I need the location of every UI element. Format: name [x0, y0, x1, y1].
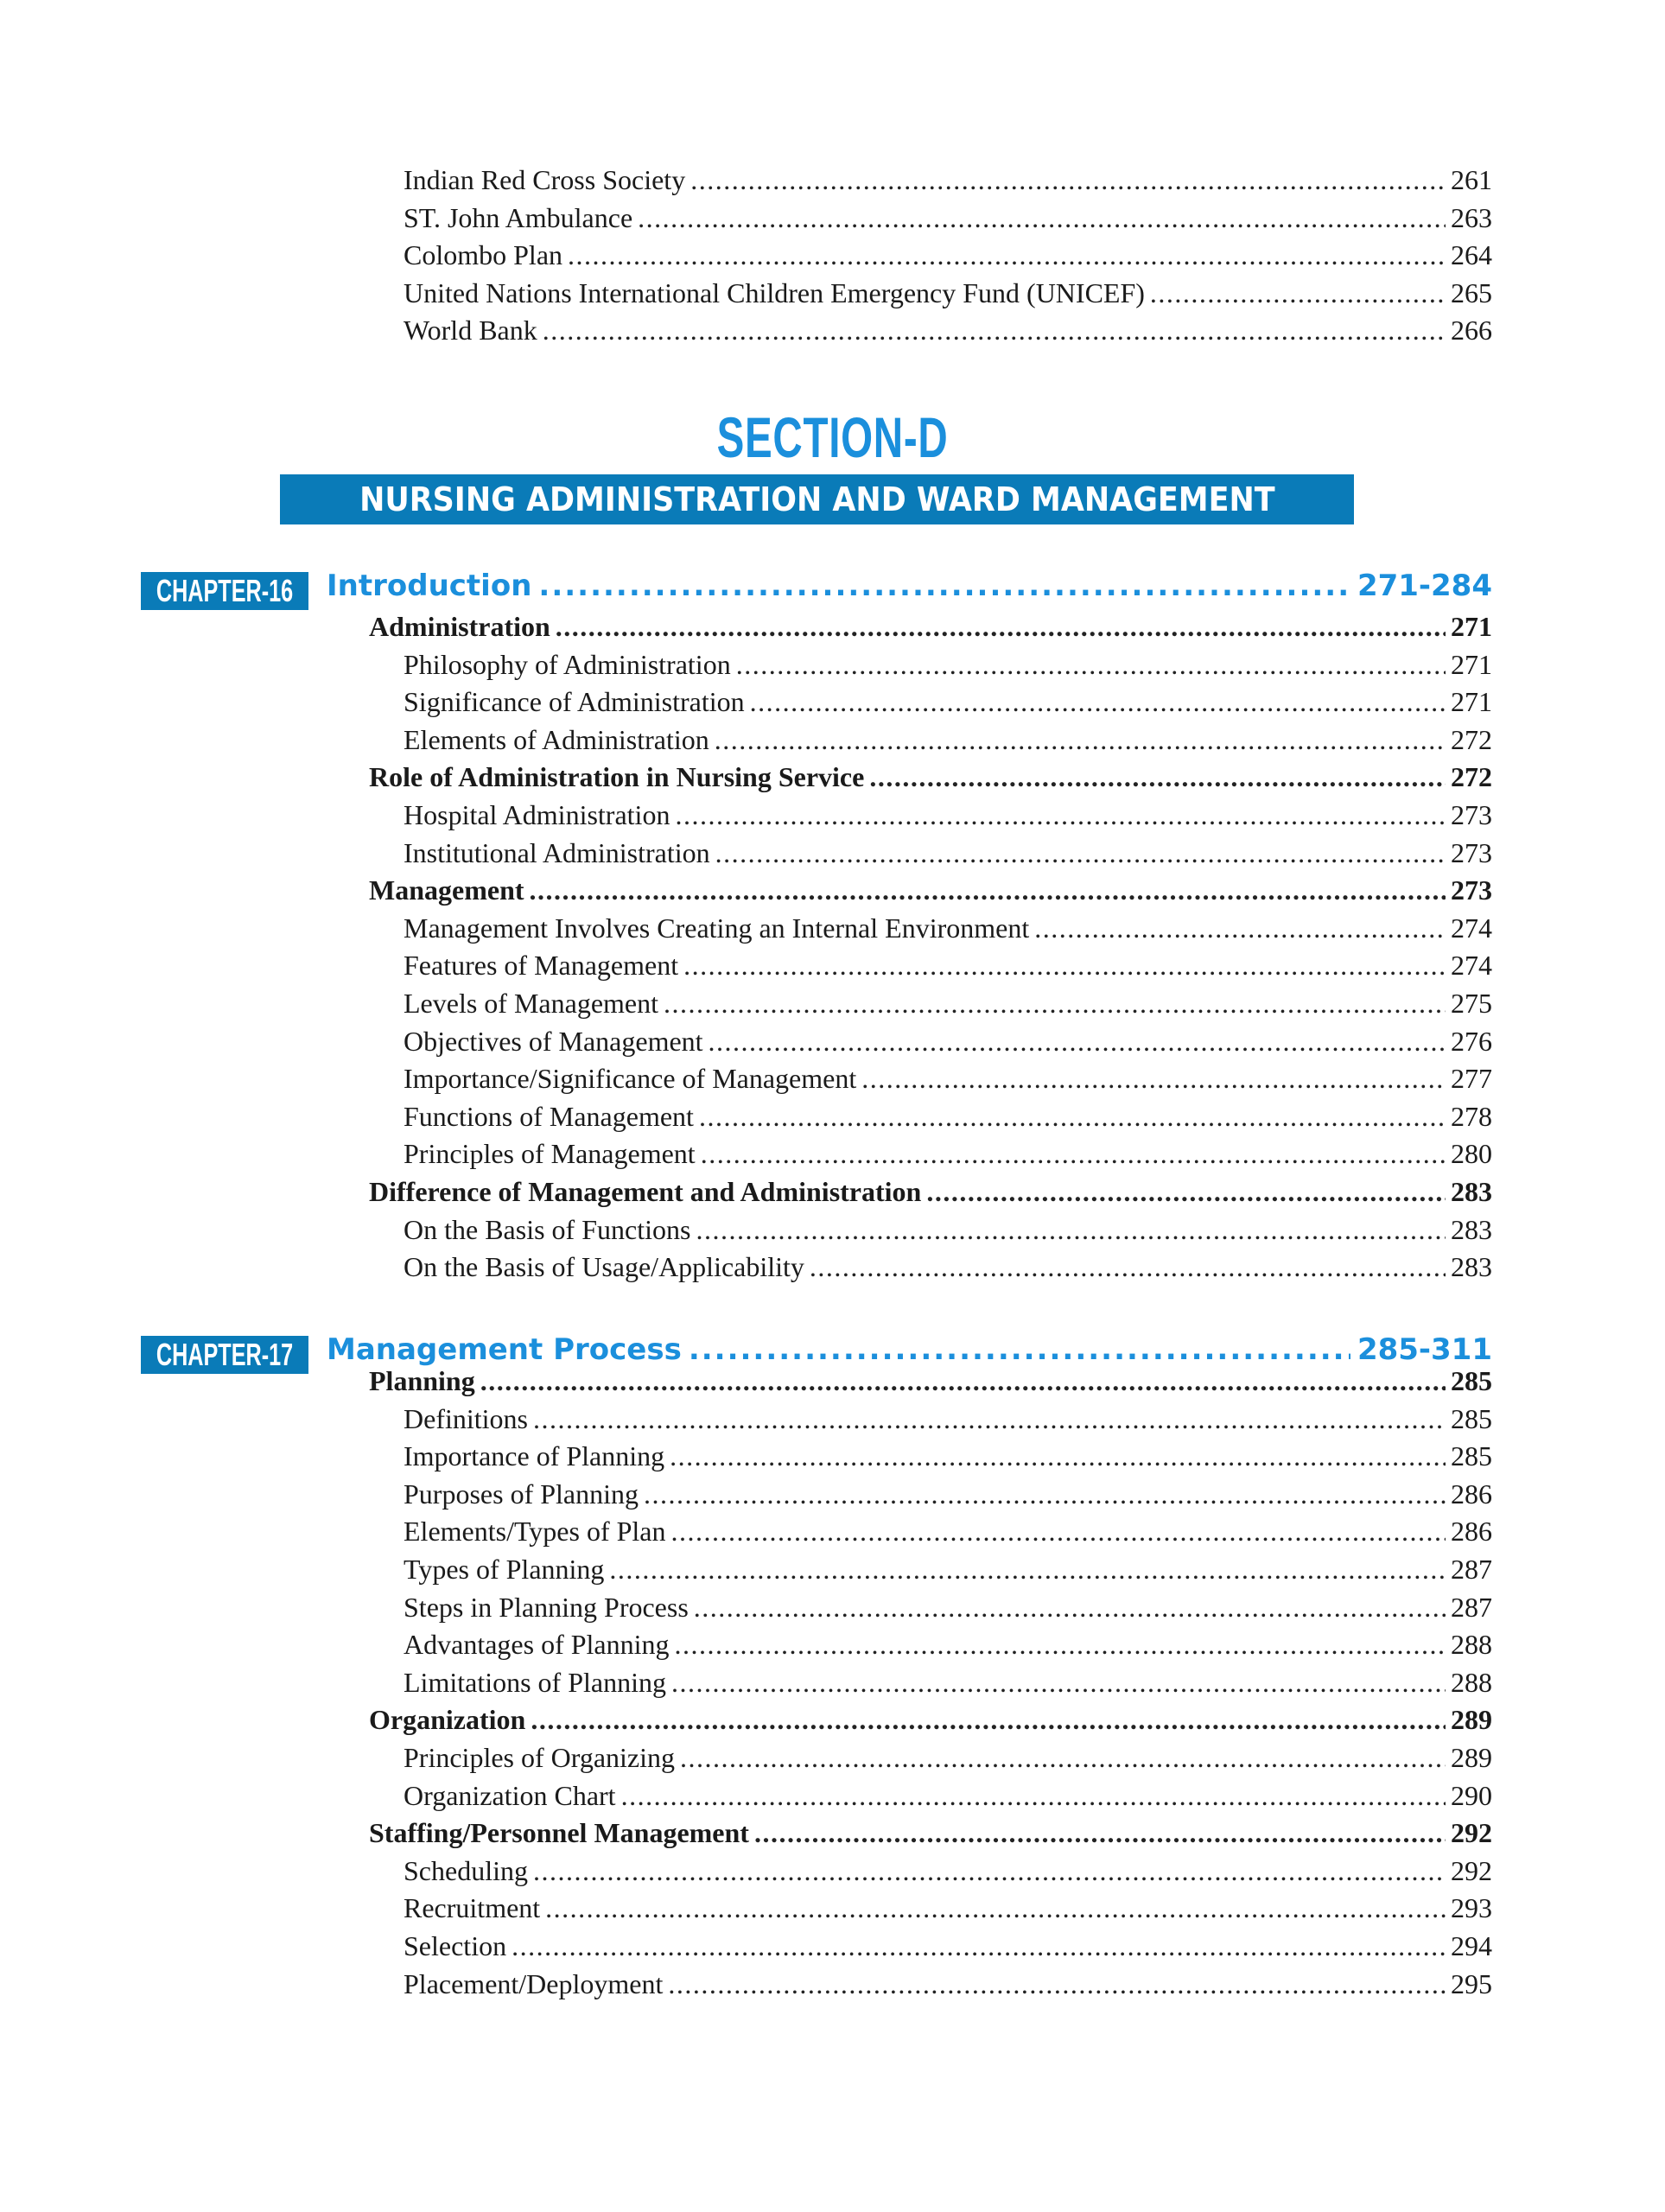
- toc-entry[interactable]: [0, 1968, 1665, 2006]
- entry-page-number: 295: [1451, 1967, 1492, 1999]
- entry-title: Objectives of Management: [404, 1025, 703, 1057]
- toc-entry[interactable]: [0, 912, 1665, 950]
- entry-page-number: 276: [1451, 1025, 1492, 1057]
- toc-entry[interactable]: [0, 315, 1665, 353]
- toc-entry[interactable]: [0, 1554, 1665, 1592]
- toc-entry[interactable]: [0, 1742, 1665, 1780]
- entry-title: Administration: [369, 611, 550, 642]
- chapter-number: CHAPTER-17: [156, 1337, 294, 1372]
- entry-page-number: 286: [1451, 1516, 1492, 1548]
- entry-title: Organization: [369, 1704, 526, 1736]
- toc-entry[interactable]: [0, 1930, 1665, 1968]
- dot-leader: [670, 1516, 1446, 1548]
- toc-entry[interactable]: [0, 1063, 1665, 1101]
- entry-title: On the Basis of Functions: [404, 1213, 691, 1245]
- toc-entry[interactable]: [0, 686, 1665, 724]
- toc-entry[interactable]: [0, 1817, 1665, 1855]
- toc-entry[interactable]: [0, 1892, 1665, 1930]
- toc-entry[interactable]: [0, 837, 1665, 875]
- section-banner: [280, 474, 1354, 524]
- dot-leader: [750, 686, 1446, 718]
- entry-title: On the Basis of Usage/Applicability: [404, 1251, 804, 1283]
- entry-page-number: 278: [1451, 1100, 1492, 1132]
- entry-page-number: 274: [1451, 950, 1492, 982]
- dot-leader: [694, 1592, 1446, 1624]
- entry-page-number: 285: [1451, 1440, 1492, 1472]
- toc-entry[interactable]: [0, 1667, 1665, 1705]
- chapter-number: CHAPTER-16: [156, 573, 294, 608]
- entry-title: Scheduling: [404, 1854, 528, 1886]
- entry-title: Features of Management: [404, 950, 679, 982]
- toc-entry[interactable]: [0, 1026, 1665, 1064]
- toc-entry[interactable]: [0, 164, 1665, 202]
- toc-entry[interactable]: [0, 1592, 1665, 1630]
- entry-title: Types of Planning: [404, 1554, 605, 1585]
- dot-leader: [538, 569, 1350, 603]
- entry-title: Limitations of Planning: [404, 1666, 666, 1698]
- dot-leader: [480, 1365, 1446, 1397]
- toc-entry[interactable]: [0, 1251, 1665, 1289]
- entry-page-number: 261: [1451, 164, 1492, 195]
- chapter-title: Introduction: [327, 569, 532, 603]
- dot-leader: [754, 1817, 1446, 1849]
- dot-leader: [1150, 277, 1446, 309]
- entry-title: Selection: [404, 1930, 507, 1961]
- toc-entry[interactable]: [0, 1365, 1665, 1403]
- dot-leader: [670, 1440, 1446, 1472]
- entry-title: Organization Chart: [404, 1779, 616, 1811]
- dot-leader: [715, 837, 1446, 869]
- toc-entry[interactable]: [0, 1403, 1665, 1441]
- entry-title: Steps in Planning Process: [404, 1591, 689, 1623]
- dot-leader: [638, 202, 1446, 234]
- toc-entry[interactable]: [0, 950, 1665, 988]
- dot-leader: [675, 1629, 1446, 1661]
- toc-entry[interactable]: [0, 1855, 1665, 1893]
- toc-entry[interactable]: [0, 649, 1665, 687]
- toc-entry[interactable]: [0, 1704, 1665, 1742]
- toc-entry[interactable]: [0, 724, 1665, 762]
- section-title: NURSING ADMINISTRATION AND WARD MANAGEMENT: [359, 480, 1275, 518]
- dot-leader: [675, 799, 1446, 831]
- dot-leader: [568, 239, 1446, 271]
- dot-leader: [545, 1892, 1446, 1924]
- dot-leader: [869, 761, 1446, 793]
- entry-page-number: 273: [1451, 836, 1492, 868]
- entry-page-number: 290: [1451, 1779, 1492, 1811]
- dot-leader: [671, 1667, 1446, 1699]
- entry-page-number: 265: [1451, 276, 1492, 308]
- dot-leader: [683, 950, 1446, 982]
- toc-entry[interactable]: [0, 611, 1665, 649]
- dot-leader: [696, 1214, 1446, 1246]
- entry-title: Hospital Administration: [404, 799, 670, 830]
- dot-leader: [1034, 912, 1446, 944]
- entry-page-number: 283: [1451, 1213, 1492, 1245]
- entry-page-number: 274: [1451, 912, 1492, 944]
- toc-entry[interactable]: [0, 1478, 1665, 1516]
- entry-page-number: 273: [1451, 874, 1492, 906]
- entry-title: Purposes of Planning: [404, 1478, 639, 1510]
- entry-page-number: 283: [1451, 1176, 1492, 1207]
- entry-title: Colombo Plan: [404, 239, 563, 271]
- dot-leader: [715, 724, 1446, 756]
- entry-title: Principles of Organizing: [404, 1742, 676, 1773]
- entry-page-number: 272: [1451, 761, 1492, 793]
- toc-entry[interactable]: [0, 1780, 1665, 1818]
- entry-title: Recruitment: [404, 1892, 541, 1924]
- dot-leader: [690, 164, 1446, 196]
- entry-title: Significance of Administration: [404, 686, 745, 718]
- entry-page-number: 287: [1451, 1554, 1492, 1585]
- entry-title: World Bank: [404, 315, 537, 346]
- entry-page-number: 294: [1451, 1930, 1492, 1961]
- entry-page-number: 287: [1451, 1591, 1492, 1623]
- entry-page-number: 264: [1451, 239, 1492, 271]
- entry-title: Advantages of Planning: [404, 1629, 670, 1661]
- entry-title: Management: [369, 874, 524, 906]
- entry-title: Role of Administration in Nursing Service: [369, 761, 865, 793]
- dot-leader: [709, 1026, 1446, 1058]
- entry-page-number: 271: [1451, 611, 1492, 642]
- dot-leader: [689, 1332, 1350, 1367]
- dot-leader: [664, 988, 1446, 1020]
- dot-leader: [556, 611, 1446, 643]
- entry-page-number: 277: [1451, 1063, 1492, 1095]
- toc-entry[interactable]: [0, 874, 1665, 912]
- entry-page-number: 273: [1451, 799, 1492, 830]
- entry-title: Elements/Types of Plan: [404, 1516, 666, 1548]
- toc-entry[interactable]: [0, 1138, 1665, 1176]
- entry-page-number: 271: [1451, 686, 1492, 718]
- toc-entry[interactable]: [0, 988, 1665, 1026]
- chapter-page-range: 271-284: [1357, 569, 1492, 603]
- entry-page-number: 288: [1451, 1666, 1492, 1698]
- chapter-title-line: [327, 569, 1492, 608]
- entry-page-number: 289: [1451, 1704, 1492, 1736]
- entry-page-number: 285: [1451, 1402, 1492, 1434]
- entry-page-number: 288: [1451, 1629, 1492, 1661]
- entry-page-number: 263: [1451, 201, 1492, 233]
- dot-leader: [531, 1704, 1446, 1736]
- entry-page-number: 283: [1451, 1251, 1492, 1283]
- entry-title: United Nations International Children Emergency Fund (UNICEF): [404, 276, 1145, 308]
- dot-leader: [926, 1176, 1446, 1208]
- toc-entry[interactable]: [0, 277, 1665, 315]
- entry-title: Institutional Administration: [404, 836, 710, 868]
- entry-title: Functions of Management: [404, 1100, 694, 1132]
- entry-page-number: 292: [1451, 1817, 1492, 1849]
- entry-page-number: 292: [1451, 1854, 1492, 1886]
- entry-page-number: 285: [1451, 1365, 1492, 1396]
- toc-entry[interactable]: [0, 761, 1665, 799]
- entry-page-number: 271: [1451, 648, 1492, 680]
- dot-leader: [621, 1780, 1446, 1812]
- toc-entry[interactable]: [0, 202, 1665, 240]
- toc-entry[interactable]: [0, 1101, 1665, 1139]
- entry-title: Management Involves Creating an Internal Environment: [404, 912, 1030, 944]
- entry-title: Staffing/Personnel Management: [369, 1817, 749, 1849]
- dot-leader: [668, 1968, 1446, 2000]
- chapter-badge: [141, 572, 308, 610]
- dot-leader: [699, 1101, 1446, 1133]
- dot-leader: [530, 874, 1446, 906]
- dot-leader: [533, 1855, 1446, 1887]
- dot-leader: [701, 1138, 1446, 1170]
- toc-entry[interactable]: [0, 799, 1665, 837]
- dot-leader: [543, 315, 1446, 346]
- dot-leader: [644, 1478, 1446, 1510]
- entry-page-number: 280: [1451, 1138, 1492, 1170]
- entry-title: Levels of Management: [404, 988, 658, 1019]
- toc-entry[interactable]: [0, 1176, 1665, 1214]
- chapter-heading[interactable]: [0, 569, 1665, 612]
- chapter-title: Management Process: [327, 1332, 682, 1367]
- entry-title: Definitions: [404, 1402, 528, 1434]
- entry-title: Difference of Management and Administration: [369, 1176, 922, 1207]
- entry-page-number: 266: [1451, 315, 1492, 346]
- dot-leader: [512, 1930, 1446, 1962]
- dot-leader: [609, 1554, 1446, 1586]
- entry-page-number: 275: [1451, 988, 1492, 1019]
- entry-title: ST. John Ambulance: [404, 201, 633, 233]
- section-label: SECTION-D: [716, 405, 949, 469]
- entry-title: Planning: [369, 1365, 475, 1396]
- entry-title: Principles of Management: [404, 1138, 696, 1170]
- dot-leader: [533, 1403, 1446, 1435]
- toc-entry[interactable]: [0, 1440, 1665, 1478]
- entry-page-number: 272: [1451, 723, 1492, 755]
- entry-title: Importance/Significance of Management: [404, 1063, 857, 1095]
- entry-page-number: 293: [1451, 1892, 1492, 1924]
- entry-page-number: 286: [1451, 1478, 1492, 1510]
- toc-entry[interactable]: [0, 1516, 1665, 1554]
- entry-title: Philosophy of Administration: [404, 648, 731, 680]
- dot-leader: [680, 1742, 1446, 1774]
- chapter-page-range: 285-311: [1357, 1332, 1492, 1367]
- toc-entry[interactable]: [0, 1629, 1665, 1667]
- dot-leader: [810, 1251, 1446, 1283]
- entry-page-number: 289: [1451, 1742, 1492, 1773]
- entry-title: Elements of Administration: [404, 723, 709, 755]
- dot-leader: [861, 1063, 1446, 1095]
- dot-leader: [736, 649, 1446, 681]
- entry-title: Importance of Planning: [404, 1440, 665, 1472]
- entry-title: Indian Red Cross Society: [404, 164, 686, 195]
- toc-entry[interactable]: [0, 239, 1665, 277]
- entry-title: Placement/Deployment: [404, 1967, 664, 1999]
- toc-entry[interactable]: [0, 1214, 1665, 1252]
